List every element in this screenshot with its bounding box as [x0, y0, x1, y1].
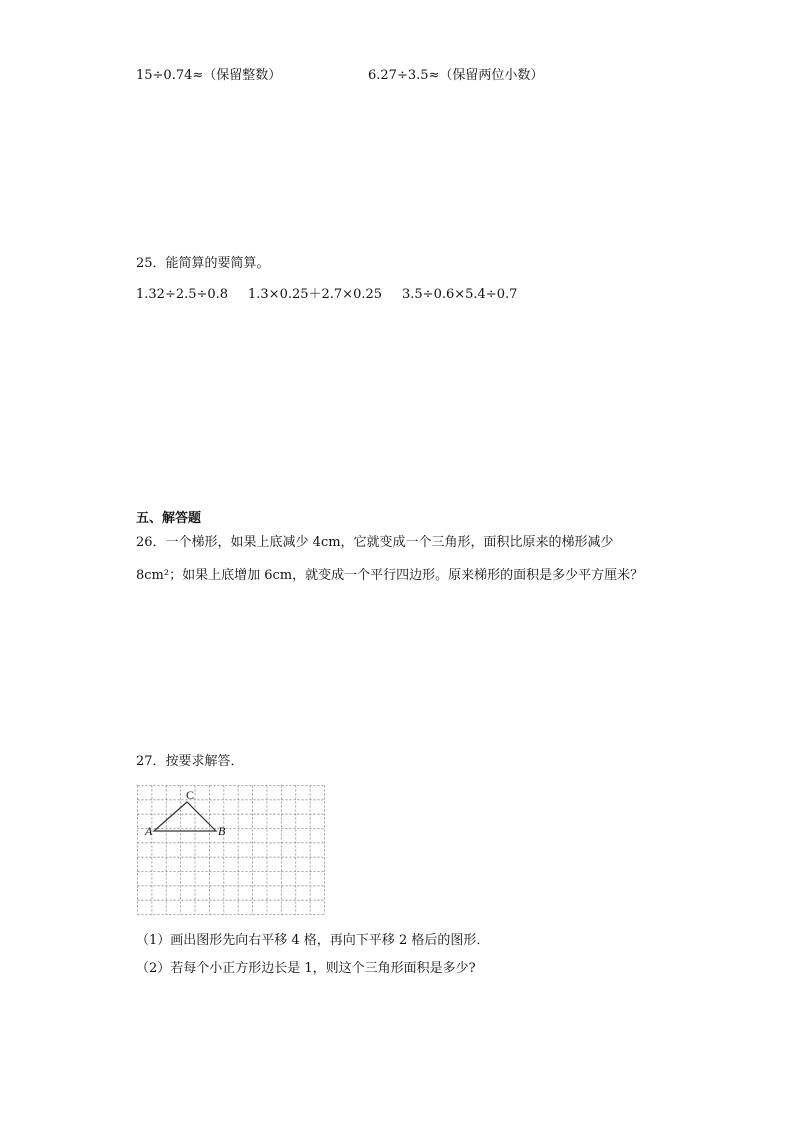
grid-figure [137, 785, 326, 916]
vertex-label-c: C [186, 788, 195, 802]
grid-lines [138, 786, 325, 915]
q24-expression-1: 15÷0.74≈（保留整数） [136, 68, 282, 83]
q24-expression-2: 6.27÷3.5≈（保留两位小数） [368, 68, 544, 83]
grid-canvas [137, 785, 326, 916]
section-heading: 五、解答题 [136, 511, 202, 526]
q27-sub-question-2: （2）若每个小正方形边长是 1，则这个三角形面积是多少? [136, 961, 476, 976]
q25-expression-1: 1.32÷2.5÷0.8 [136, 287, 229, 302]
q25-title: 25．能简算的要简算。 [136, 256, 270, 271]
q25-expression-3: 3.5÷0.6×5.4÷0.7 [402, 287, 518, 302]
q26-line-1: 26．一个梯形，如果上底减少 4cm，它就变成一个三角形，面积比原来的梯形减少 [136, 535, 614, 550]
q27-sub-question-1: （1）画出图形先向右平移 4 格，再向下平移 2 格后的图形． [136, 933, 490, 948]
q25-expression-2: 1.3×0.25＋2.7×0.25 [248, 287, 383, 302]
q26-line-2: 8cm²；如果上底增加 6cm，就变成一个平行四边形。原来梯形的面积是多少平方厘米？ [136, 568, 644, 583]
q27-title: 27．按要求解答． [136, 754, 244, 769]
vertex-label-a: A [145, 824, 153, 838]
vertex-label-b: B [218, 824, 226, 838]
triangle-abc [154, 802, 216, 831]
